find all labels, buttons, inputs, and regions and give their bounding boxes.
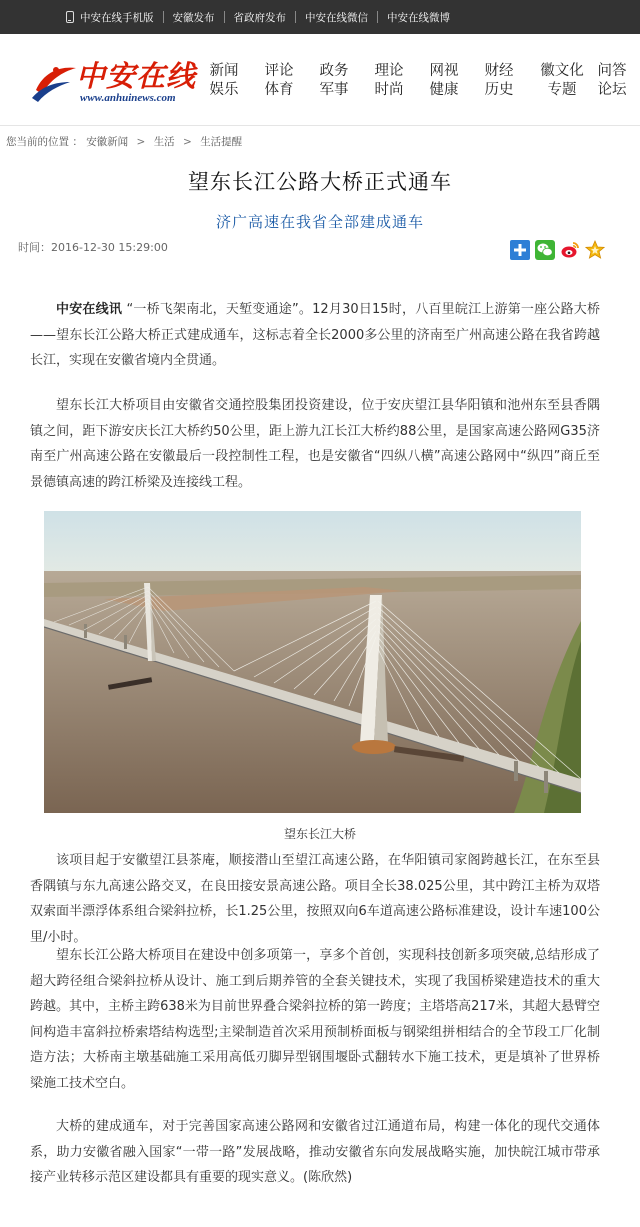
nav-label: 理论 bbox=[374, 63, 404, 79]
divider bbox=[295, 11, 296, 23]
logo-swoosh-icon bbox=[30, 60, 78, 104]
article-paragraph-4: 望东长江公路大桥项目在建设中创多项第一，享多个首创，实现科技创新多项突破,总结形成了超大跨径组合梁斜拉桥从设计、施工到后期养管的全套关键技术，实现了我国桥梁建造技术的重大跨越。其中，主桥主跨638米为目前世界叠合梁斜拉桥的第一跨度；主塔塔高217米，其超大悬臂空间构造丰富斜拉桥索塔结构选型;主梁制造首次采用预制桥面板与钢梁组拼相结合的全节段工厂化制造方法；大桥南主墩基础施工采用高低刃脚异型钢围堰卧式翻转水下施工技术，更是填补了世界桥梁施工技术空白。 bbox=[30, 948, 600, 1091]
photo-caption: 望东长江大桥 bbox=[283, 827, 356, 841]
nav-label: 新闻 bbox=[209, 63, 239, 79]
nav-label: 网视 bbox=[429, 63, 459, 79]
lead-source: 中安在线讯 bbox=[56, 302, 123, 317]
top-links bbox=[66, 0, 450, 34]
bridge-photo-illustration bbox=[44, 511, 581, 813]
nav-label: 历史 bbox=[484, 82, 514, 98]
nav-item-news[interactable] bbox=[204, 62, 244, 100]
favorite-star-icon[interactable] bbox=[585, 240, 605, 260]
nav-label: 军事 bbox=[319, 82, 349, 98]
nav-label: 问答 bbox=[597, 63, 627, 79]
share-plus-icon[interactable] bbox=[510, 240, 530, 260]
article-title: 望东长江公路大桥正式通车 bbox=[188, 170, 452, 194]
logo-wordmark: 中安在线 bbox=[76, 59, 197, 93]
nav-label: 时尚 bbox=[374, 82, 404, 98]
article-subtitle: 济广高速在我省全部建成通车 bbox=[215, 213, 424, 231]
article-time: 时间：2016-12-30 15:29:00 bbox=[18, 241, 168, 254]
paragraph-text: “一桥飞架南北，天堑变通途”。12月30日15时，八百里皖江上游第一座公路大桥——望东长江公路大桥正式建成通车，这标志着全长2000多公里的济南至广州高速公路在我省跨越长江，实现在安徽省境内全贯通。 bbox=[30, 302, 600, 368]
divider bbox=[224, 11, 225, 23]
top-bar bbox=[0, 0, 640, 34]
breadcrumb-item-life[interactable]: 生活 bbox=[153, 136, 175, 148]
bridge-photo bbox=[44, 511, 581, 813]
nav-label: 专题 bbox=[547, 82, 577, 98]
top-link-wechat[interactable]: 中安在线微信 bbox=[305, 11, 368, 24]
share-bar bbox=[510, 240, 610, 262]
weibo-icon[interactable] bbox=[560, 240, 580, 260]
breadcrumb-item-anhui-news[interactable]: 安徽新闻 bbox=[86, 136, 129, 148]
divider bbox=[163, 11, 164, 23]
divider bbox=[377, 11, 378, 23]
top-link-gov-release[interactable]: 省政府发布 bbox=[233, 11, 286, 24]
wechat-icon[interactable] bbox=[535, 240, 555, 260]
article-paragraph-3: 该项目起于安徽望江县茶庵，顺接潜山至望江高速公路，在华阳镇司家阁跨越长江，在东至县香隅镇与东九高速公路交叉，在良田接安景高速公路。项目全长38.025公里，其中跨江主桥为双塔双索面半漂浮体系组合梁斜拉桥，长1.25公里，按照双向6车道高速公路标准建设，设计车速100公里/小时。 bbox=[30, 853, 600, 945]
article-paragraph-1 bbox=[30, 297, 600, 374]
nav-label: 娱乐 bbox=[209, 82, 239, 98]
nav-item-video[interactable] bbox=[424, 62, 464, 100]
nav-label: 政务 bbox=[319, 63, 349, 79]
nav-item-culture[interactable] bbox=[540, 62, 584, 100]
nav-item-qa[interactable] bbox=[592, 62, 632, 100]
nav-item-finance[interactable] bbox=[479, 62, 519, 100]
breadcrumb-item-life-tips[interactable]: 生活提醒 bbox=[200, 136, 243, 148]
top-link-mobile[interactable]: 中安在线手机版 bbox=[80, 11, 154, 24]
breadcrumb-separator: > bbox=[183, 136, 192, 148]
nav-label: 评论 bbox=[264, 63, 294, 79]
top-link-anhui-release[interactable]: 安徽发布 bbox=[172, 11, 215, 24]
nav-item-theory[interactable] bbox=[369, 62, 409, 100]
article-paragraph-2: 望东长江大桥项目由安徽省交通控股集团投资建设，位于安庆望江县华阳镇和池州东至县香隅镇之间，距下游安庆长江大桥约50公里，距上游九江长江大桥约88公里，是国家高速公路网G35济南至广州高速公路在安徽最后一段控制性工程，也是安徽省“四纵八横”高速公路网中“纵四”商丘至景德镇高速的跨江桥梁及连接线工程。 bbox=[30, 398, 600, 490]
site-logo[interactable] bbox=[30, 54, 195, 114]
nav-label: 财经 bbox=[484, 63, 514, 79]
nav-label: 健康 bbox=[429, 82, 459, 98]
nav-label: 体育 bbox=[264, 82, 294, 98]
nav-label: 论坛 bbox=[597, 82, 627, 98]
article-paragraph-5: 大桥的建成通车，对于完善国家高速公路网和安徽省过江通道布局，构建一体化的现代交通体系，助力安徽省融入国家“一带一路”发展战略，推动安徽省东向发展战略实施，加快皖江城市带承接产业转移示范区建设都具有重要的现实意义。(陈欣然) bbox=[30, 1119, 600, 1185]
breadcrumb bbox=[0, 134, 640, 154]
breadcrumb-separator: > bbox=[136, 136, 146, 148]
logo-url: www.anhuinews.com bbox=[80, 92, 176, 104]
breadcrumb-prefix: 您当前的位置 ： bbox=[6, 136, 83, 148]
nav-label: 徽文化 bbox=[540, 63, 584, 79]
site-header bbox=[0, 34, 640, 126]
main-nav bbox=[200, 62, 640, 102]
nav-item-comment[interactable] bbox=[259, 62, 299, 100]
nav-item-government[interactable] bbox=[314, 62, 354, 100]
top-link-weibo[interactable]: 中安在线微博 bbox=[387, 11, 450, 24]
mobile-phone-icon bbox=[66, 11, 74, 23]
